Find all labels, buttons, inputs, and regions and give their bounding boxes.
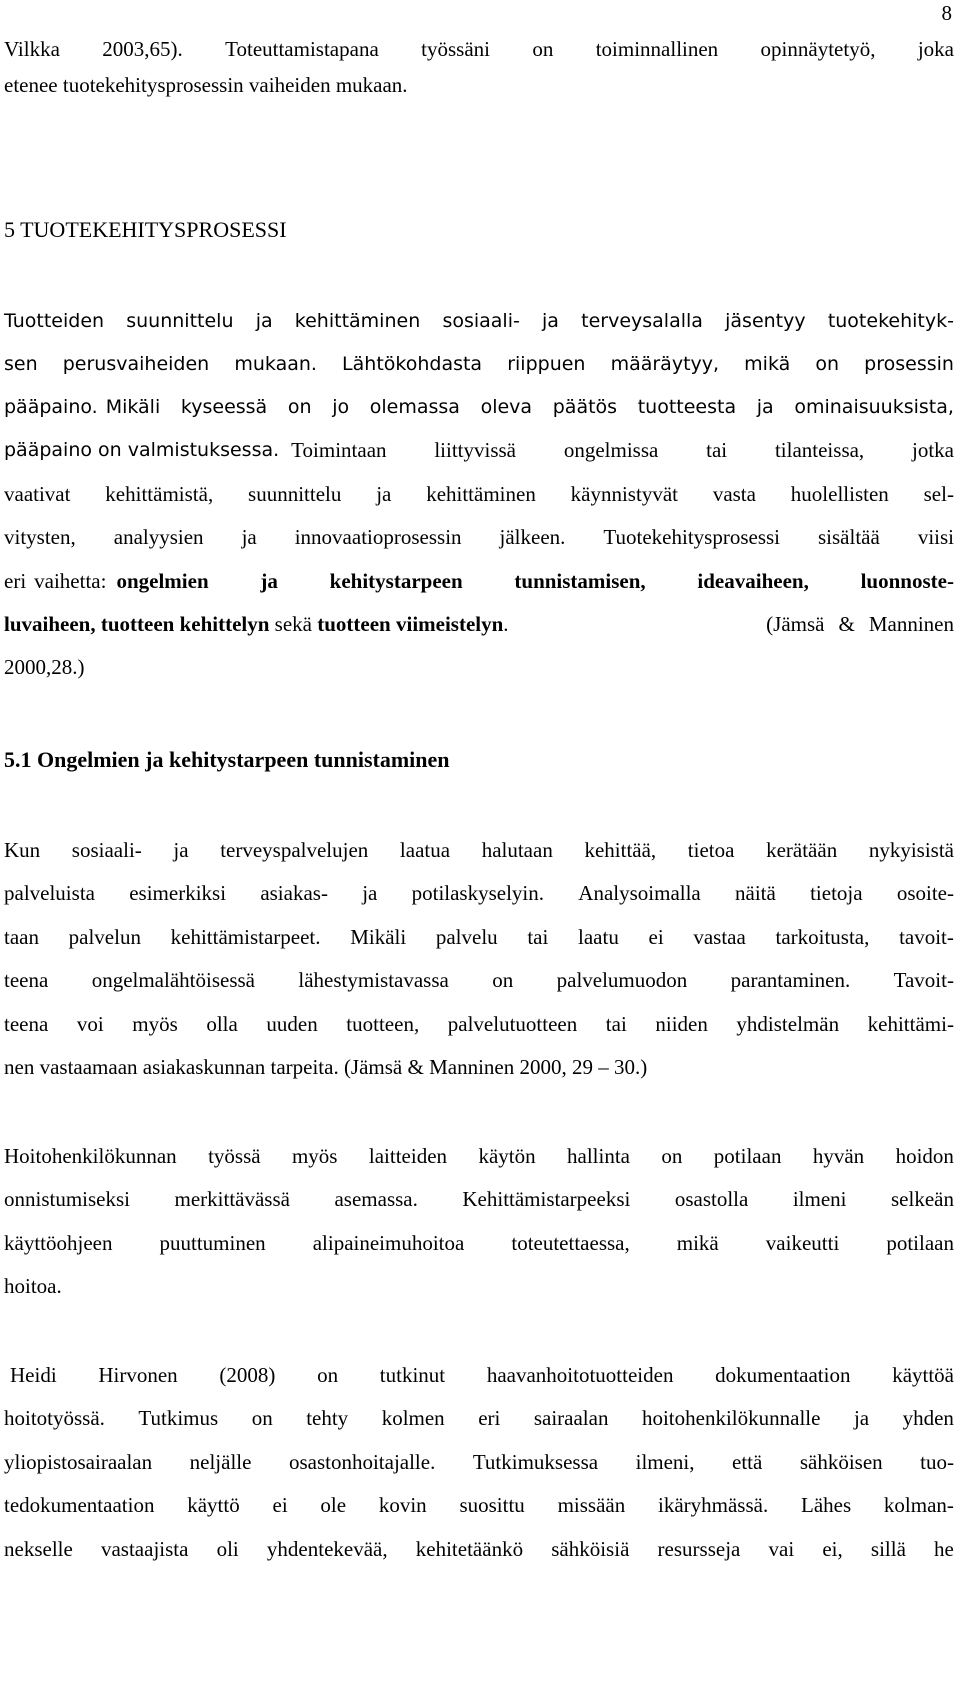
line-text: pääpaino on valmistuksessa. (4, 439, 280, 461)
bold-text: luvaiheen, tuotteen kehittelyn (4, 612, 270, 636)
word: Lähtökohdasta (342, 353, 483, 375)
text-line (4, 565, 954, 597)
word: innovaatioprosessin (294, 525, 462, 549)
word: on (287, 396, 312, 418)
word: olla (206, 1012, 238, 1036)
word: toteutettaessa, (511, 1231, 630, 1255)
word: jo (332, 396, 350, 418)
word: ja (255, 310, 273, 332)
word: Manninen (868, 612, 954, 636)
word: tunnistamisen, (514, 569, 646, 593)
word: kyseessä (180, 396, 268, 418)
word: selkeän (891, 1187, 954, 1211)
word: käyttö (187, 1493, 240, 1517)
word: eri (4, 569, 27, 593)
text-line (10, 1359, 954, 1391)
bold-text: tuotteen viimeistelyn (317, 612, 504, 636)
word: ja (173, 838, 189, 862)
word: päätös (552, 396, 618, 418)
word: prosessin (864, 353, 954, 375)
text-line (4, 1402, 954, 1434)
word: jälkeen. (499, 525, 566, 549)
word: kehittämistä, (105, 482, 214, 506)
word: hoidon (895, 1144, 954, 1168)
text-line (4, 608, 954, 640)
word: Lähes (801, 1493, 852, 1517)
word: Tuotekehitysprosessi (603, 525, 780, 549)
word: jotka (912, 438, 954, 462)
word: sel- (923, 482, 954, 506)
text-line (4, 521, 954, 553)
word: tietoja (810, 881, 863, 905)
word: käyttöohjeen (4, 1231, 113, 1255)
word: liittyvissä (434, 438, 517, 462)
word: Tutkimuksessa (472, 1450, 599, 1474)
word: merkittävässä (174, 1187, 290, 1211)
word: Hirvonen (98, 1363, 178, 1387)
word: palvelutuotteen (447, 1012, 578, 1036)
word: asemassa. (334, 1187, 418, 1211)
word: halutaan (481, 838, 553, 862)
word: Mikäli (350, 925, 407, 949)
word: myös (132, 1012, 178, 1036)
word: tilanteissa, (774, 438, 865, 462)
word: huolellisten (790, 482, 889, 506)
word: analyysien (113, 525, 204, 549)
word: tuotekehityk- (827, 310, 954, 332)
word: määräytyy, (610, 353, 720, 375)
word: (2008) (219, 1363, 276, 1387)
word: Tavoit- (893, 968, 954, 992)
text-line (4, 69, 954, 101)
word: yhdentekevää, (266, 1537, 388, 1561)
word: käyttöä (892, 1363, 954, 1387)
word: alipaineimuhoitoa (312, 1231, 465, 1255)
word: tai (706, 438, 728, 462)
word: mikä (744, 353, 791, 375)
word: kehittäminen (294, 310, 421, 332)
text-line (4, 1446, 954, 1478)
word: on (532, 37, 554, 61)
word: käynnistyvät (570, 482, 678, 506)
word: laitteiden (368, 1144, 448, 1168)
word: sen (4, 353, 38, 375)
word: hyvän (812, 1144, 865, 1168)
text-line (4, 434, 954, 466)
word: yhdistelmän (736, 1012, 840, 1036)
text-line (4, 1533, 954, 1565)
text-line (4, 964, 954, 996)
word: Toteuttamistapana (225, 37, 379, 61)
line-group (291, 434, 954, 466)
word: ongelmissa (563, 438, 659, 462)
word: uuden (266, 1012, 318, 1036)
word: on (661, 1144, 683, 1168)
word: kerätään (766, 838, 838, 862)
word: ongelmien (116, 569, 209, 593)
section-heading: 5 TUOTEKEHITYSPROSESSI (4, 217, 287, 242)
word: Mikäli (105, 396, 161, 418)
word: suunnittelu (126, 310, 234, 332)
word: suosittu (459, 1493, 525, 1517)
word: Kun (4, 838, 41, 862)
word: eri (478, 1406, 501, 1430)
word: jäsentyy (725, 310, 806, 332)
text-line (4, 33, 954, 65)
word: osastolla (674, 1187, 749, 1211)
word: opinnäytetyö, (760, 37, 876, 61)
word: lähestymistavassa (298, 968, 449, 992)
word: mikä (676, 1231, 719, 1255)
line-text: 2000,28.) (4, 655, 85, 679)
word: sosiaali- (442, 310, 520, 332)
word: perusvaiheiden (62, 353, 210, 375)
word: tedokumentaation (4, 1493, 155, 1517)
word: tutkinut (379, 1363, 446, 1387)
word: sähköisen (799, 1450, 883, 1474)
word: palvelun (68, 925, 141, 949)
word: myös (291, 1144, 338, 1168)
word: terveyspalvelujen (220, 838, 369, 862)
line-text: hoitoa. (4, 1274, 62, 1298)
word: 2003,65). (102, 37, 183, 61)
word: vastaajista (100, 1537, 189, 1561)
word: missään (557, 1493, 626, 1517)
word: (Jämsä (766, 612, 825, 636)
word: ja (376, 482, 392, 506)
word: kolmen (381, 1406, 445, 1430)
word: Vilkka (4, 37, 60, 61)
word: & (838, 612, 855, 636)
word: Tuotteiden (4, 310, 105, 332)
line-text: pääpaino. (4, 396, 98, 418)
text-line (4, 1008, 954, 1040)
word: tuotteen, (346, 1012, 420, 1036)
word: ei (272, 1493, 288, 1517)
word: ja (260, 569, 278, 593)
line-text: nen vastaamaan asiakaskunnan tarpeita. (Jämsä & Manninen 2000, 29 – 30.) (4, 1055, 648, 1079)
word: kehitystarpeen (329, 569, 463, 593)
word: on (251, 1406, 273, 1430)
text-line (4, 1140, 954, 1172)
word: puuttuminen (159, 1231, 266, 1255)
word: kehitetäänkö (415, 1537, 524, 1561)
word: palveluista (4, 881, 95, 905)
word: että (732, 1450, 763, 1474)
word: on (815, 353, 840, 375)
line-group-bold (116, 565, 954, 597)
word: ja (756, 396, 774, 418)
word: toiminnallinen (595, 37, 719, 61)
word: oleva (480, 396, 533, 418)
text-line (4, 921, 954, 953)
word: ominaisuuksista, (794, 396, 954, 418)
word: oli (216, 1537, 239, 1561)
text-line (4, 877, 954, 909)
word: sillä (870, 1537, 906, 1561)
text-line (4, 651, 954, 683)
word: nykyisistä (868, 838, 954, 862)
word: neljälle (189, 1450, 252, 1474)
text-line (4, 1183, 954, 1215)
word: hoitohenkilökunnalle (641, 1406, 821, 1430)
word: resursseja (657, 1537, 741, 1561)
word: kehittämistarpeet. (170, 925, 321, 949)
word: laatu (578, 925, 619, 949)
word: työssä (208, 1144, 261, 1168)
word: yhden (902, 1406, 954, 1430)
word: joka (917, 37, 954, 61)
word: ilmeni, (635, 1450, 695, 1474)
line-group (4, 565, 106, 597)
word: Toimintaan (291, 438, 387, 462)
word: teena (4, 968, 49, 992)
word: palvelu (435, 925, 498, 949)
word: on (317, 1363, 339, 1387)
word: vaikeutti (765, 1231, 840, 1255)
word: voi (76, 1012, 104, 1036)
word: hallinta (567, 1144, 630, 1168)
text-line (4, 478, 954, 510)
line-text: etenee tuotekehitysprosessin vaiheiden mukaan. (4, 73, 408, 97)
word: vitysten, (4, 525, 76, 549)
text-line (4, 391, 954, 423)
word: ideavaiheen, (697, 569, 809, 593)
text-line (4, 1270, 954, 1302)
word: onnistumiseksi (4, 1187, 131, 1211)
word: olemassa (369, 396, 460, 418)
page-number: 8 (941, 1, 952, 25)
word: laatua (399, 838, 451, 862)
line-group (766, 608, 954, 640)
word: taan (4, 925, 39, 949)
word: sisältää (818, 525, 880, 549)
word: tavoit- (899, 925, 954, 949)
word: vaativat (4, 482, 71, 506)
word: parantaminen. (730, 968, 851, 992)
word: he (934, 1537, 954, 1561)
word: on (492, 968, 514, 992)
word: sosiaali- (71, 838, 142, 862)
word: tai (605, 1012, 627, 1036)
word: sairaalan (533, 1406, 609, 1430)
word: asiakas- (260, 881, 328, 905)
word: ei, (822, 1537, 843, 1561)
word: niiden (655, 1012, 708, 1036)
word: tuotteesta (637, 396, 737, 418)
word: sähköisiä (551, 1537, 630, 1561)
text-line (4, 1489, 954, 1521)
text-line (4, 834, 954, 866)
line-group (4, 608, 509, 640)
word: ei (648, 925, 664, 949)
line-text: sekä (274, 612, 312, 636)
word: ja (241, 525, 257, 549)
word: luonnoste- (860, 569, 954, 593)
word: ole (320, 1493, 347, 1517)
word: viisi (917, 525, 954, 549)
word: ikäryhmässä. (658, 1493, 769, 1517)
word: Hoitohenkilökunnan (4, 1144, 177, 1168)
word: Heidi (10, 1363, 57, 1387)
line-text: . (503, 612, 509, 636)
word: ongelmalähtöisessä (91, 968, 255, 992)
word: mukaan. (234, 353, 317, 375)
word: esimerkiksi (129, 881, 227, 905)
word: yliopistosairaalan (4, 1450, 153, 1474)
word: tuo- (920, 1450, 954, 1474)
word: ja (542, 310, 559, 332)
word: Tutkimus (138, 1406, 219, 1430)
word: tietoa (687, 838, 735, 862)
word: Kehittämistarpeeksi (462, 1187, 631, 1211)
word: vasta (712, 482, 756, 506)
word: palvelumuodon (556, 968, 688, 992)
text-line (4, 305, 954, 337)
word: potilaan (713, 1144, 782, 1168)
word: osastonhoitajalle. (288, 1450, 436, 1474)
word: tarkoitusta, (775, 925, 870, 949)
line-group (106, 391, 954, 423)
word: potilaskyselyin. (411, 881, 545, 905)
word: kolman- (883, 1493, 954, 1517)
word: kovin (378, 1493, 427, 1517)
word: osoite- (896, 881, 954, 905)
word: vaihetta: (34, 569, 107, 593)
text-line (4, 348, 954, 380)
subsection-heading: 5.1 Ongelmien ja kehitystarpeen tunnistaminen (4, 747, 450, 772)
word: suunnittelu (248, 482, 342, 506)
word: vai (768, 1537, 795, 1561)
word: riippuen (507, 353, 586, 375)
word: vastaa (693, 925, 746, 949)
word: kehittää, (584, 838, 657, 862)
word: haavanhoitotuotteiden (486, 1363, 674, 1387)
word: käytön (478, 1144, 536, 1168)
word: näitä (735, 881, 776, 905)
word: tai (527, 925, 549, 949)
word: ilmeni (792, 1187, 847, 1211)
word: dokumentaation (715, 1363, 851, 1387)
word: tehty (306, 1406, 349, 1430)
word: terveysalalla (581, 310, 703, 332)
text-line (4, 1051, 954, 1083)
word: teena (4, 1012, 49, 1036)
word: nekselle (4, 1537, 73, 1561)
word: Analysoimalla (578, 881, 701, 905)
word: kehittämi- (867, 1012, 954, 1036)
word: kehittäminen (426, 482, 536, 506)
text-line (4, 1227, 954, 1259)
word: ja (853, 1406, 870, 1430)
word: hoitotyössä. (4, 1406, 105, 1430)
word: työssäni (421, 37, 490, 61)
word: potilaan (886, 1231, 954, 1255)
word: ja (362, 881, 378, 905)
